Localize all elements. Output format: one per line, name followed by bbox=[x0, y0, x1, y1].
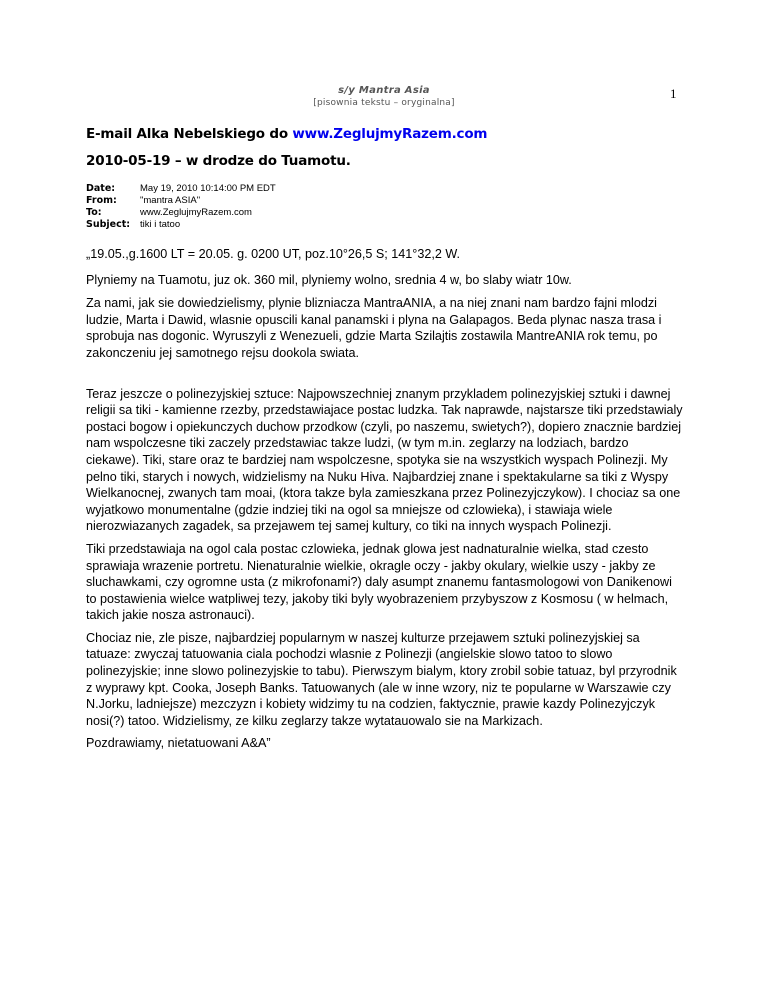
date-label: Date: bbox=[86, 183, 116, 194]
date-heading: 2010-05-19 – w drodze do Tuamotu. bbox=[86, 153, 351, 169]
closing-paragraph: Pozdrawiamy, nietatuowani A&A” bbox=[86, 736, 271, 751]
page-header bbox=[80, 84, 688, 109]
tiki-paragraph: Tiki przedstawiaja na ogol cala postac czlowieka, jednak glowa jest nadnaturalnie wielka, stad czesto sprawiaja wrazenie portretu. Nienaturalnie wielkie, okragle oczy - jakby okulary, wielkie uszy - jakby ze sluchawkami, czy ogromne usta (z mikrofonami?) daly asumpt znanemu fantasmologowi von Danikenowi to postawienia wielce watpliwej tezy, jakoby tiki byly wyobrazeniem przybyszow z Kosmosu ( w helmach, takich jakie nosza astronauci). bbox=[86, 541, 672, 623]
title-prefix: E-mail Alka Nebelskiego do bbox=[86, 126, 293, 142]
subject-value: tiki i tatoo bbox=[140, 219, 181, 230]
email-date-row bbox=[86, 183, 276, 195]
email-subject-row bbox=[86, 219, 276, 231]
email-to-row bbox=[86, 207, 276, 219]
tattoo-paragraph: Chociaz nie, zle pisze, najbardziej popularnym w naszej kulturze przejawem sztuki polinezyjskiej sa tatuaze: zwyczaj tatuowania ciala pochodzi wlasnie z Polinezji (angielskie slowo tatoo to slowo polinezyjskie; inne slowo polinezyjskie to tabu). Pierwszym bialym, ktory zrobil sobie tatuaz, byl przyrodnik z wyprawy kpt. Cooka, Joseph Banks. Tatuowanych (ale w inne wzory, niz te popularne w Warszawie czy N.Jorku, ladniejsze) mezczyzn i kobiety widzimy tu na codzien, faktycznie, prawie kazdy Polinezyjczyk nosi(?) tatoo. Widzielismy, ze kilku zeglarzy takze wytatauowalo sie na Markizach. bbox=[86, 630, 677, 728]
travel-paragraph: Plyniemy na Tuamotu, juz ok. 360 mil, plyniemy wolno, srednia 4 w, bo slaby wiatr 10w. bbox=[86, 272, 572, 287]
boat-name: s/y Mantra Asia bbox=[338, 85, 430, 96]
document-title bbox=[86, 126, 684, 142]
crew-paragraph: Za nami, jak sie dowiedzielismy, plynie blizniacza MantraANIA, a na niej znani nam bardzo fajni mlodzi ludzie, Marta i Dawid, wlasnie opuscili kanal panamski i plyna na Galapagos. Beda plynac nasza trasa i sprobuja nas dogonic. Wyruszyli z Wenezueli, gdzie Marta Szilajtis zostawila MantreANIA rok temu, po zakonczeniu jej samotnego rejsu dookola swiata. bbox=[86, 296, 662, 360]
from-value: "mantra ASIA" bbox=[140, 195, 201, 206]
email-from-row bbox=[86, 195, 276, 207]
spelling-note: [pisownia tekstu – oryginalna] bbox=[313, 98, 455, 108]
subject-label: Subject: bbox=[86, 219, 131, 230]
email-body bbox=[86, 246, 684, 752]
position-paragraph: „19.05.,g.1600 LT = 20.05. g. 0200 UT, poz.10°26,5 S; 141°32,2 W. bbox=[86, 247, 461, 261]
to-label: To: bbox=[86, 207, 102, 218]
page-number: 1 bbox=[670, 86, 677, 101]
art-paragraph: Teraz jeszcze o polinezyjskiej sztuce: Najpowszechniej znanym przykladem polinezyjskiej sztuki i dawnej religii sa tiki - kamienne rzezby, przedstawiajace postac ludzka. Tak naprawde, najstarsze tiki przedstawialy postaci bogow i opiekunczych duchow przodkow (czyli, po naszemu, swietych?), dopiero znacznie bardziej nam wspolczesne tiki zaczely przedstawiac takze ludzi, (w tym m.in. zeglarzy na lodziach, bardzo ciekawe). Tiki, stare oraz te bardziej nam wspolczesne, spotyka sie na wszystkich wyspach Polinezji. My pelno tiki, starych i nowych, widzielismy na Nuku Hiva. Najbardziej znane i spektakularne sa tiki z Wyspy Wielkanocnej, zwanych tam moai, (ktora takze byla zamieszkana przez Polinezyjczykow). I chociaz sa one wyjatkowo monumentalne (gdzie indziej tiki na ogol sa mniejsze od czlowieka), i stawiaja wiele nierozwiazanych zagadek, sa przejawem tej samej kultury, co tiki na innych wyspach Polinezji. bbox=[86, 386, 683, 534]
email-header-table bbox=[86, 183, 276, 231]
to-value: www.ZeglujmyRazem.com bbox=[140, 207, 252, 218]
website-link[interactable]: www.ZeglujmyRazem.com bbox=[292, 126, 488, 142]
document-content bbox=[86, 126, 684, 752]
from-label: From: bbox=[86, 195, 117, 206]
date-value: May 19, 2010 10:14:00 PM EDT bbox=[140, 183, 276, 194]
